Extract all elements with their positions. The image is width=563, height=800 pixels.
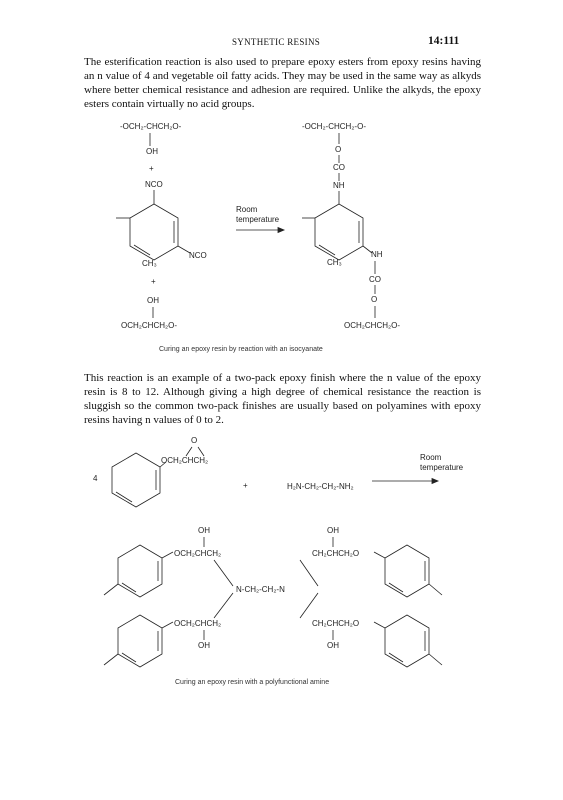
arrow-label-room: Room — [420, 453, 442, 462]
plus-2: + — [151, 277, 156, 286]
header-title: SYNTHETIC RESINS — [232, 37, 321, 47]
chain-top-right: CH₂CHCH₂O — [312, 549, 360, 558]
right-o-2: O — [371, 295, 378, 304]
right-nh-2: NH — [371, 250, 383, 259]
oh-bottom-left: OH — [198, 641, 210, 650]
coefficient: 4 — [93, 474, 98, 483]
benzene-ring-reactant — [112, 453, 160, 507]
paragraph-2: This reaction is an example of a two-pack epoxy finish where the n value of the epoxy resin is 8 to 12. Although giving a high degree of chemical resistance the reaction is sluggish so the common two-pack finishes are usually based on polyamines with epoxy resins having n values of 0 to 2. — [84, 372, 481, 426]
plus-1: + — [149, 164, 154, 173]
right-nh-1: NH — [333, 181, 345, 190]
left-oh: OH — [146, 147, 158, 156]
right-co-1: CO — [333, 163, 345, 172]
epoxide-o: O — [191, 436, 198, 445]
plus: + — [243, 481, 248, 490]
diamine-core: N-CH₂-CH₂-N — [236, 585, 285, 594]
chain-bottom-right: CH₂CHCH₂O — [312, 619, 360, 628]
benzene-ring-top-right — [385, 545, 429, 597]
right-top-chain: -OCH₂-CHCH₂-O- — [302, 122, 366, 131]
arrow-label-temperature: temperature — [420, 463, 464, 472]
arrow-label-room: Room — [236, 205, 258, 214]
benzene-ring-right — [315, 204, 363, 260]
paragraph-1: The esterification reaction is also used to prepare epoxy esters from epoxy resins having an n value of 4 and vegetable oil fatty acids. They may be used in the same way as alkyds where better chemical resistance and adhesion are required. Unlike the alkyds, the epoxy esters contain virtually no acid groups. — [84, 56, 481, 110]
benzene-ring-bottom-right — [385, 615, 429, 667]
amine-reactant: H₂N-CH₂-CH₂-NH₂ — [287, 482, 354, 491]
benzene-ring-top-left — [118, 545, 162, 597]
nco-ring: NCO — [189, 251, 207, 260]
right-bottom-chain: OCH₂CHCH₂O- — [344, 321, 400, 330]
oh-top-right: OH — [327, 526, 339, 535]
page-number: 14:111 — [428, 35, 460, 47]
arrow-label-temperature: temperature — [236, 215, 280, 224]
left-top-chain: -OCH₂-CHCH₂O- — [120, 122, 182, 131]
benzene-ring-bottom-left — [118, 615, 162, 667]
oh-bottom: OH — [147, 296, 159, 305]
oh-top-left: OH — [198, 526, 210, 535]
epoxide-chain: OCH₂CHCH₂ — [161, 456, 209, 465]
right-o-1: O — [335, 145, 342, 154]
amine-reaction-diagram — [0, 430, 563, 675]
figure-2-caption: Curing an epoxy resin with a polyfunctional amine — [175, 679, 330, 686]
ch3-left: CH₃ — [142, 259, 157, 268]
isocyanate-reaction-diagram — [0, 118, 563, 346]
chain-bottom-left: OCH₂CHCH₂ — [174, 619, 222, 628]
left-bottom-chain: OCH₂CHCH₂O- — [121, 321, 177, 330]
ch3-right: CH₃ — [327, 258, 342, 267]
oh-bottom-right: OH — [327, 641, 339, 650]
nco-top: NCO — [145, 180, 163, 189]
benzene-ring-left — [130, 204, 178, 260]
right-co-2: CO — [369, 275, 381, 284]
figure-1-caption: Curing an epoxy resin by reaction with an isocyanate — [159, 346, 323, 353]
chain-top-left: OCH₂CHCH₂ — [174, 549, 222, 558]
